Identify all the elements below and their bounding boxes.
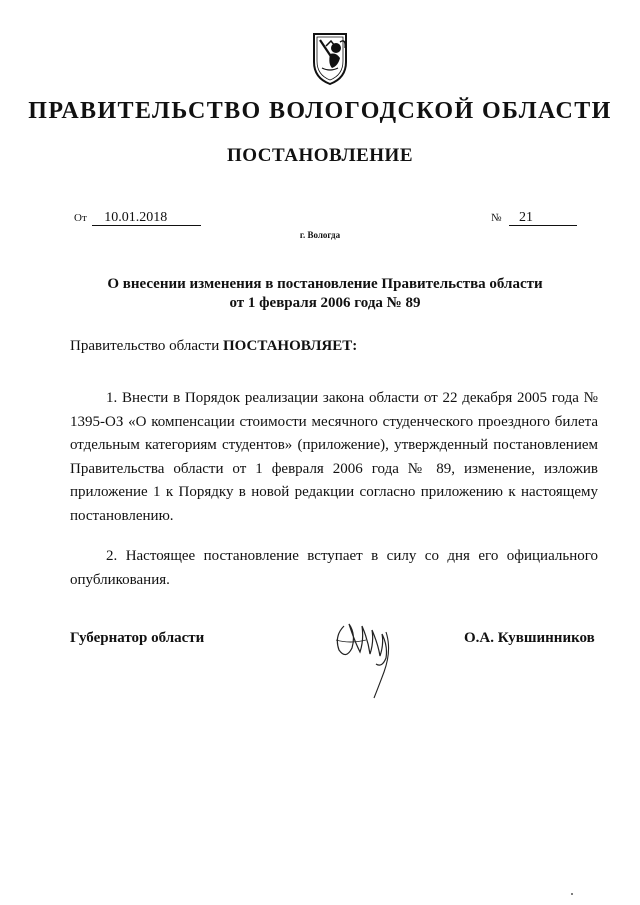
subject-line-1: О внесении изменения в постановление Правительства области (107, 276, 543, 292)
coat-of-arms-icon (300, 28, 360, 88)
document-type: ПОСТАНОВЛЕНИЕ (226, 145, 414, 166)
date-value: 10.01.2018 (92, 210, 201, 226)
city: г. Вологда (299, 230, 341, 240)
paragraph-2: 2. Настоящее постановление вступает в силу со дня его официального опубликования. (70, 548, 598, 588)
signatory-name: О.А. Кувшинников (464, 630, 595, 646)
government-title: ПРАВИТЕЛЬСТВО ВОЛОГОДСКОЙ ОБЛАСТИ (28, 98, 612, 124)
resolves-line (70, 338, 357, 355)
resolves-keyword: ПОСТАНОВЛЯЕТ: (222, 338, 358, 354)
signatory-position: Губернатор области (70, 630, 205, 646)
handwritten-signature (330, 610, 405, 705)
resolves-prefix: Правительство области (70, 338, 223, 354)
number-value: 21 (509, 210, 577, 226)
document-number (491, 210, 577, 226)
document-date (74, 210, 201, 226)
page-mark (571, 893, 573, 895)
number-label: № (491, 212, 502, 224)
document-subject (90, 275, 560, 313)
date-label: От (74, 212, 87, 224)
paragraph-1: 1. Внести в Порядок реализации закона области от 22 декабря 2005 года № 1395-ОЗ «О компенсации стоимости месячного студенческого проездного билета отдельным категориям студентов» (приложение), утвержденный постановлением Правительства области от 1 февраля 2006 года № 89, изменение, изложив приложение 1 к Порядку в новой редакции согласно приложению к настоящему постановлению. (70, 390, 598, 524)
subject-line-2: от 1 февраля 2006 года № 89 (229, 295, 421, 311)
